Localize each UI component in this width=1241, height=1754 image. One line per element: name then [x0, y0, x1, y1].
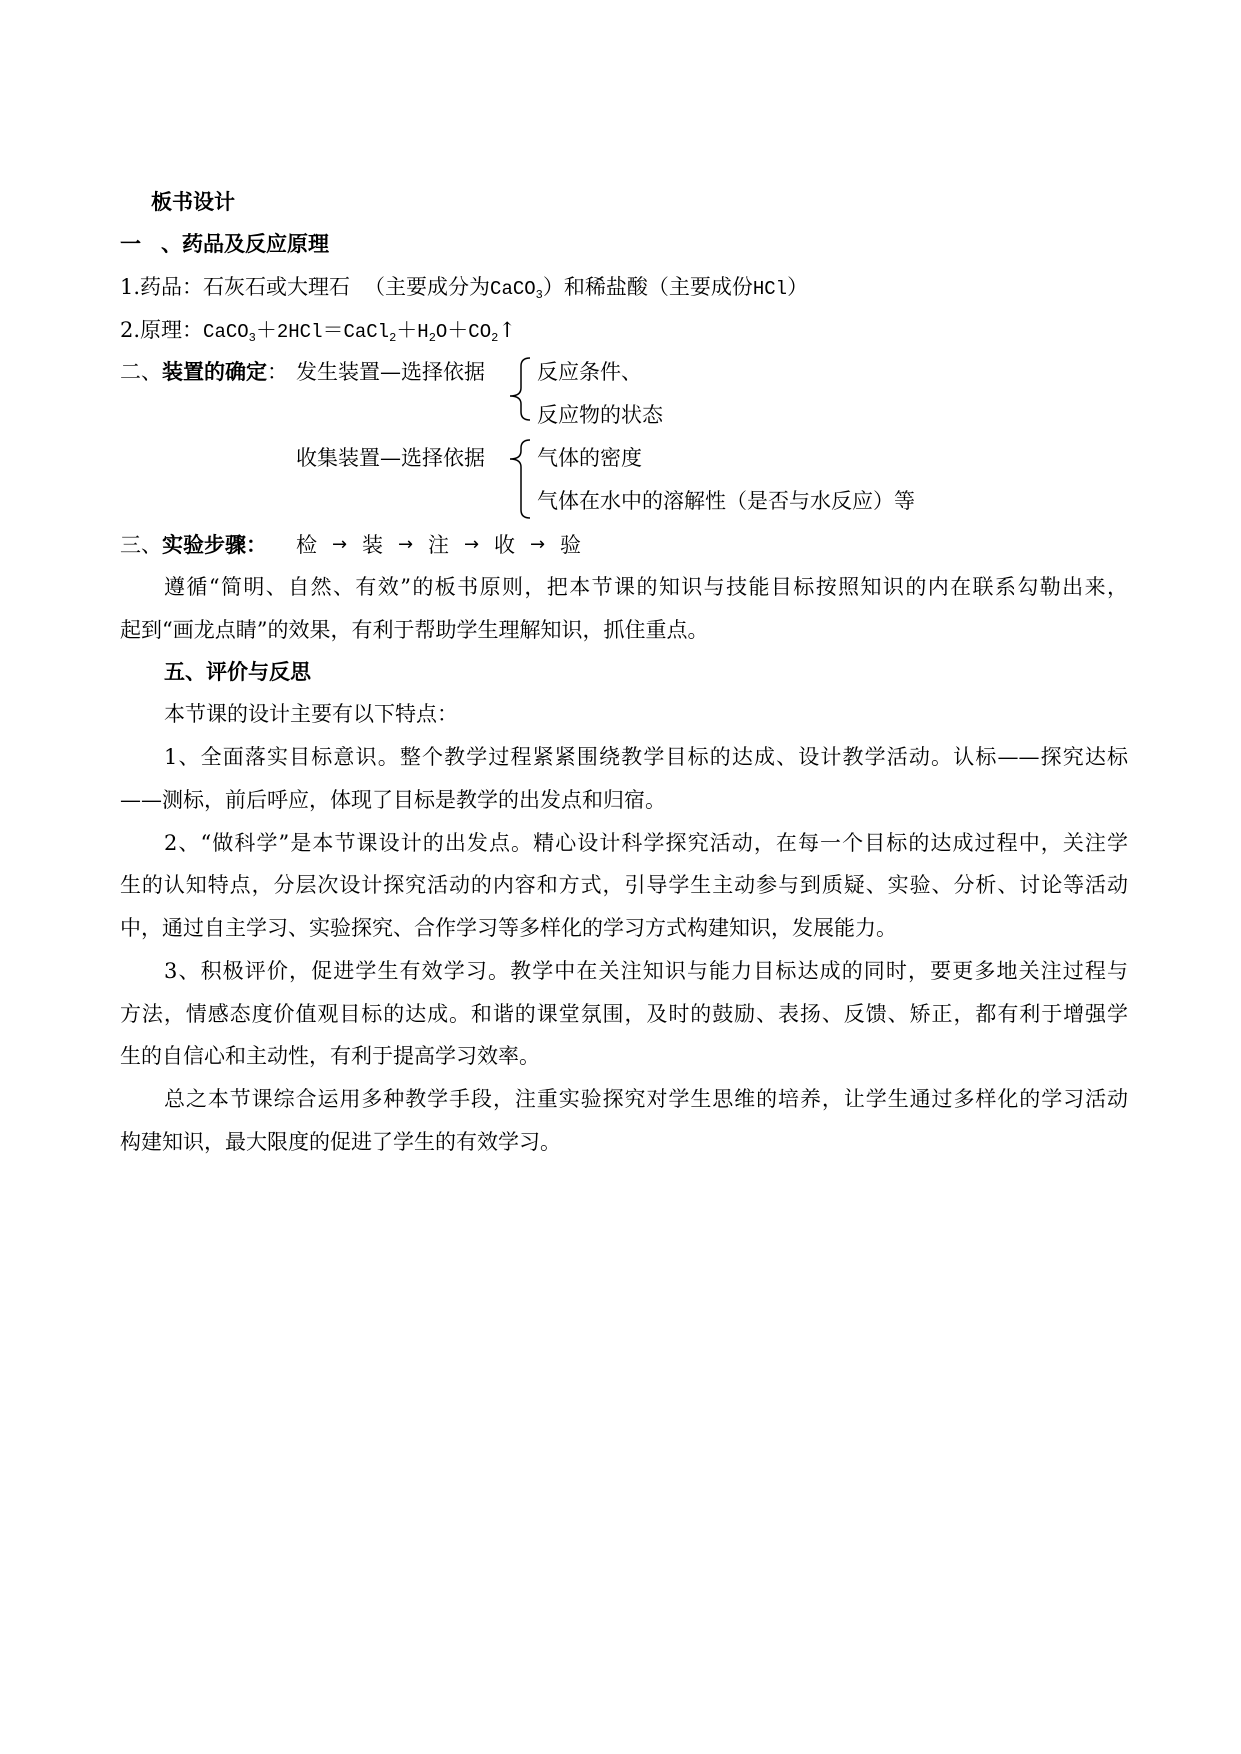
- equation-subscript: 3: [248, 331, 256, 345]
- point-line: ——测标，前后呼应，体现了目标是教学的出发点和归宿。: [120, 788, 666, 812]
- drugs-line: [120, 272, 808, 302]
- point-line: 中，通过自主学习、实验探究、合作学习等多样化的学习方式构建知识，发展能力。: [120, 916, 897, 940]
- step-item: 装: [362, 533, 383, 557]
- paragraph-line: 遵循“简明、自然、有效”的板书原则，把本节课的知识与技能目标按照知识的内在联系勾勒出来，: [164, 575, 1128, 599]
- section2-colon: ：: [267, 360, 288, 384]
- drugs-detail-text: ）: [787, 275, 809, 299]
- step-item: 检: [296, 533, 317, 557]
- section3-title: 实验步骤：: [162, 532, 267, 557]
- lower-brace-icon: [510, 440, 530, 518]
- drugs-formula: HCl: [752, 278, 788, 300]
- section5-heading: 五、评价与反思: [164, 659, 311, 684]
- equation-part: CaCO: [203, 321, 249, 343]
- paragraph-line: 起到“画龙点睛”的效果，有利于帮助学生理解知识，抓住重点。: [120, 618, 709, 642]
- gas-arrow-icon: ↑: [498, 318, 516, 342]
- equation-plus: ＋: [396, 318, 418, 342]
- experiment-steps: [296, 530, 593, 560]
- arrow-right-icon: →: [529, 534, 546, 555]
- section1-number: 一: [120, 231, 141, 256]
- equation-equals: ＝: [322, 318, 344, 342]
- principle-label: 2.原理：: [120, 318, 204, 342]
- drugs-detail-text: ）和稀盐酸（主要成份: [542, 275, 753, 299]
- conclusion-line: 构建知识，最大限度的促进了学生的有效学习。: [120, 1130, 561, 1154]
- equation-plus: ＋: [255, 318, 277, 342]
- step-item: 收: [494, 533, 515, 557]
- point-line: 方法，情感态度价值观目标的达成。和谐的课堂氛围，及时的鼓励、表扬、反馈、矫正，都有利于增强学: [120, 1002, 1128, 1026]
- section3-number: 三、: [120, 533, 162, 557]
- collection-device-label: 收集装置—选择依据: [296, 446, 485, 470]
- point-line: 2、“做科学”是本节课设计的出发点。精心设计科学探究活动，在每一个目标的达成过程中，关注学: [164, 831, 1128, 855]
- conclusion-line: 总之本节课综合运用多种教学手段，注重实验探究对学生思维的培养，让学生通过多样化的学习活动: [164, 1087, 1128, 1111]
- section3-heading: [120, 530, 267, 560]
- criteria-item: 气体的密度: [537, 446, 642, 470]
- section2-title: 装置的确定: [162, 359, 267, 384]
- upper-brace-icon: [510, 358, 530, 420]
- section2-heading: [120, 357, 288, 387]
- section1-title: 、药品及反应原理: [161, 231, 329, 256]
- equation-plus: ＋: [447, 318, 469, 342]
- drugs-label: 1.药品：石灰石或大理石: [120, 275, 351, 299]
- section5-intro: 本节课的设计主要有以下特点：: [164, 702, 458, 726]
- drugs-detail-text: （主要成分为: [364, 275, 491, 299]
- equation-subscript: 2: [389, 331, 397, 345]
- drugs-formula: CaCO: [490, 278, 536, 300]
- point-line: 生的认知特点，分层次设计探究活动的内容和方式，引导学生主动参与到质疑、实验、分析、讨论等活动: [120, 873, 1128, 897]
- arrow-right-icon: →: [331, 534, 348, 555]
- equation-part: CaCl: [343, 321, 390, 343]
- drugs-formula-subscript: 3: [535, 288, 543, 302]
- equation-subscript: 2: [491, 331, 499, 345]
- point-line: 3、积极评价，促进学生有效学习。教学中在关注知识与能力目标达成的同时，要更多地关注过程与: [164, 959, 1128, 983]
- arrow-right-icon: →: [397, 534, 414, 555]
- section1-heading: [120, 229, 329, 259]
- criteria-item: 气体在水中的溶解性（是否与水反应）等: [537, 489, 915, 513]
- equation-part: 2HCl: [276, 321, 323, 343]
- arrow-right-icon: →: [463, 534, 480, 555]
- criteria-item: 反应条件、: [537, 360, 642, 384]
- equation-part: H: [417, 321, 429, 343]
- section2-number: 二、: [120, 360, 162, 384]
- page-heading: 板书设计: [151, 189, 235, 214]
- generation-device-label: 发生装置—选择依据: [296, 360, 485, 384]
- principle-line: [120, 315, 516, 345]
- step-item: 注: [428, 533, 449, 557]
- point-line: 1、全面落实目标意识。整个教学过程紧紧围绕教学目标的达成、设计教学活动。认标——探究达标: [164, 745, 1128, 769]
- equation-part: CO: [468, 321, 492, 343]
- curly-brace-icon: [506, 352, 534, 524]
- step-item: 验: [560, 533, 581, 557]
- point-line: 生的自信心和主动性，有利于提高学习效率。: [120, 1044, 540, 1068]
- equation-part: O: [435, 321, 448, 343]
- equation-subscript: 2: [428, 331, 436, 345]
- criteria-item: 反应物的状态: [537, 403, 663, 427]
